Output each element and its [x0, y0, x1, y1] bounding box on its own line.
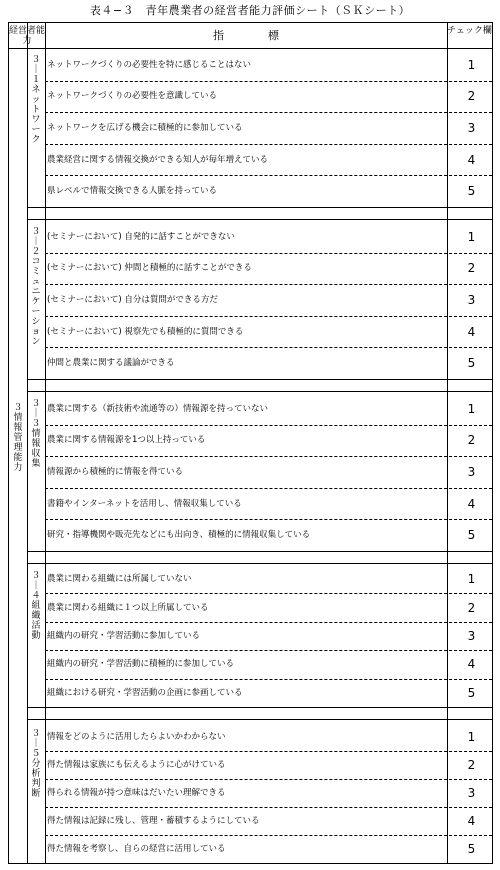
group-rule — [27, 863, 492, 864]
group-rule — [27, 551, 492, 552]
header-rule — [9, 48, 492, 49]
header-indicator: 指 標 — [213, 29, 279, 42]
check-score[interactable]: 5 — [467, 685, 476, 700]
indicator-text: 農業に関わる組織に１つ以上所属している — [47, 602, 209, 613]
check-score[interactable]: 4 — [467, 814, 476, 828]
check-score[interactable]: 3 — [467, 293, 476, 307]
group-label: ３｜２コミュニケーション — [31, 227, 41, 347]
group-rule — [27, 219, 492, 220]
col-divider-3 — [447, 23, 448, 863]
indicator-text: (セミナーにおいて) 自分は質問ができる方だ — [47, 295, 218, 305]
row-divider — [45, 144, 492, 145]
check-score[interactable]: 3 — [467, 786, 476, 800]
check-score[interactable]: 5 — [467, 356, 476, 371]
row-divider — [45, 81, 492, 82]
indicator-text: 組織内の研究・学習活動に積極的に参加している — [47, 659, 235, 670]
indicator-text: 組織内の研究・学習活動に参加している — [47, 631, 201, 641]
row-divider — [45, 835, 492, 836]
check-score[interactable]: 3 — [467, 121, 476, 135]
check-score[interactable]: 1 — [467, 57, 476, 72]
row-divider — [45, 519, 492, 520]
evaluation-sheet — [8, 22, 493, 864]
check-score[interactable]: 4 — [467, 657, 476, 672]
indicator-text: ネットワークづくりの必要性を意識している — [47, 91, 218, 102]
row-divider — [45, 284, 492, 285]
check-score[interactable]: 4 — [467, 324, 476, 339]
indicator-text: 得た情報は家族にも伝えるように心がけている — [47, 760, 226, 770]
indicator-text: (セミナーにおいて) 仲間と積極的に話すことができる — [47, 263, 252, 274]
indicator-text: (セミナーにおいて) 視察先でも積極的に質問できる — [47, 326, 244, 337]
row-divider — [45, 779, 492, 780]
indicator-text: ネットワークを広げる機会に積極的に参加している — [47, 123, 243, 133]
group-rule — [27, 563, 492, 564]
header-check: チェック欄 — [447, 26, 492, 36]
group-rule — [27, 379, 492, 380]
check-score[interactable]: 2 — [467, 261, 476, 276]
check-score[interactable]: 2 — [467, 433, 476, 448]
indicator-text: 仲間と農業に関する議論ができる — [47, 358, 175, 369]
row-divider — [45, 425, 492, 426]
col-divider-2 — [45, 23, 46, 863]
check-score[interactable]: 1 — [467, 229, 476, 244]
row-divider — [45, 807, 492, 808]
check-score[interactable]: 1 — [467, 730, 476, 744]
row-divider — [45, 622, 492, 623]
row-divider — [45, 679, 492, 680]
indicator-text: 農業に関する（新技術や流通等の）情報源を持っていない — [47, 403, 269, 414]
indicator-text: 得た情報は記録に残し、管理・蓄積するようにしている — [47, 816, 260, 826]
group-rule — [27, 719, 492, 720]
check-score[interactable]: 2 — [467, 758, 476, 772]
row-divider — [45, 751, 492, 752]
indicator-text: 組織における研究・学習活動の企画に参画している — [47, 687, 243, 698]
indicator-text: 農業経営に関する情報交換ができる知人が毎年増えている — [47, 154, 269, 165]
check-score[interactable]: 5 — [467, 842, 476, 856]
check-score[interactable]: 3 — [467, 465, 476, 479]
check-score[interactable]: 2 — [467, 600, 476, 615]
group-rule — [27, 707, 492, 708]
indicator-text: 県レベルで情報交換できる人脈を持っている — [47, 186, 218, 197]
row-divider — [45, 112, 492, 113]
check-score[interactable]: 1 — [467, 401, 476, 416]
row-divider — [45, 347, 492, 348]
indicator-text: 情報をどのように活用したらよいかわからない — [47, 732, 226, 742]
row-divider — [45, 650, 492, 651]
row-divider — [45, 488, 492, 489]
check-score[interactable]: 5 — [467, 528, 476, 543]
indicator-text: 得られる情報が持つ意味はだいたい理解できる — [47, 788, 226, 798]
indicator-text: 農業に関わる組織には所属していない — [47, 574, 192, 585]
check-score[interactable]: 2 — [467, 89, 476, 104]
group-label: ３｜３情報収集 — [31, 399, 41, 469]
category-label: ３情報管理能力 — [13, 403, 23, 473]
row-divider — [45, 316, 492, 317]
indicator-text: 研究・指導機関や販売先などにも出向き、積極的に情報収集している — [47, 530, 311, 541]
indicator-text: 書籍やインターネットを活用し、情報収集している — [47, 498, 242, 509]
check-score[interactable]: 5 — [467, 184, 476, 199]
group-rule — [27, 207, 492, 208]
row-divider — [45, 456, 492, 457]
indicator-text: ネットワークづくりの必要性を特に感じることはない — [47, 59, 252, 70]
row-divider — [45, 253, 492, 254]
check-score[interactable]: 4 — [467, 152, 476, 167]
indicator-text: 情報源から積極的に情報を得ている — [47, 467, 184, 477]
indicator-text: (セミナーにおいて) 自発的に話すことができない — [47, 231, 235, 242]
group-rule — [27, 391, 492, 392]
header-ability: 経営者能力 — [9, 26, 46, 46]
indicator-text: 農業に関する情報源を1つ以上持っている — [47, 435, 206, 446]
check-score[interactable]: 4 — [467, 496, 476, 511]
col-divider-1 — [27, 23, 28, 863]
check-score[interactable]: 1 — [467, 572, 476, 587]
group-label: ３｜１ネットワーク — [31, 55, 41, 145]
group-label: ３｜４組織活動 — [31, 571, 41, 641]
check-score[interactable]: 3 — [467, 629, 476, 643]
page-title: 表４−３ 青年農業者の経営者能力評価シート（ＳＫシート） — [89, 4, 411, 17]
row-divider — [45, 175, 492, 176]
row-divider — [45, 593, 492, 594]
indicator-text: 得た情報を考察し、自らの経営に活用している — [47, 844, 226, 854]
group-label: ３｜５分析判断 — [31, 729, 41, 799]
